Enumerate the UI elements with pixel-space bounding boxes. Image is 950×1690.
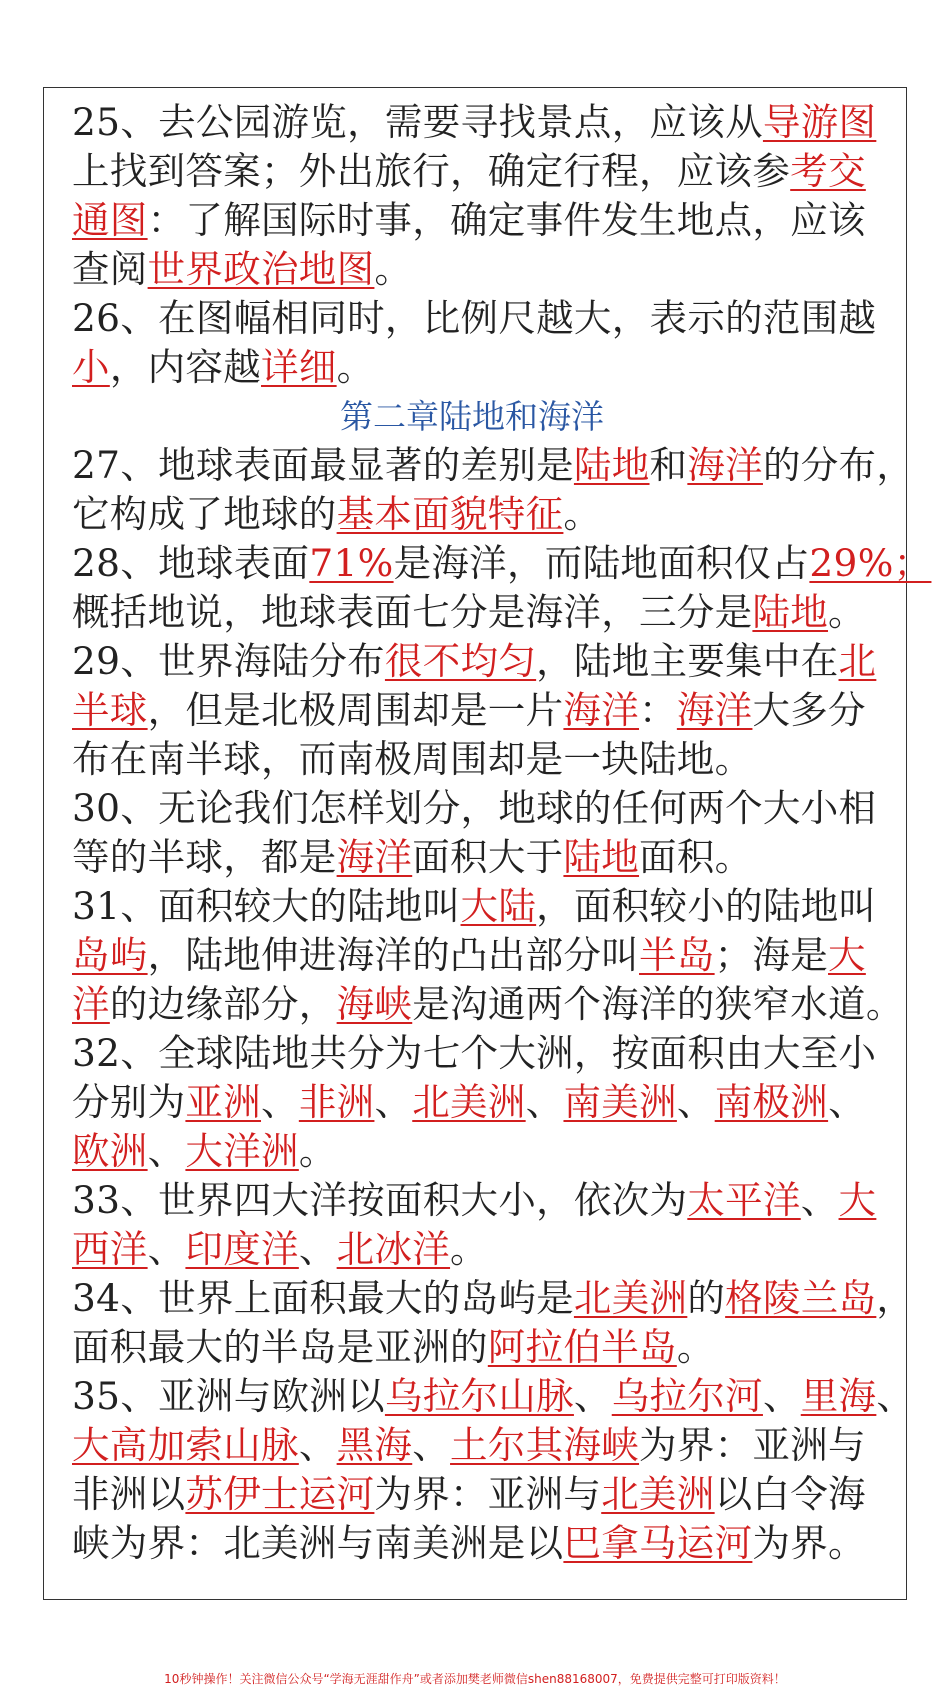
text-line [72, 1274, 915, 1323]
key-term: 海洋 [676, 688, 753, 732]
line-text: 查阅 [72, 247, 148, 291]
line-text: 、 [828, 1080, 866, 1124]
text-line [72, 588, 872, 637]
text-line [72, 147, 872, 196]
text-line [72, 490, 872, 539]
text-line [72, 637, 877, 686]
key-term: 南美洲 [563, 1080, 677, 1124]
line-text: 为界：亚洲与 [639, 1423, 866, 1467]
line-text: 27、地球表面最显著的差别是 [72, 443, 574, 487]
text-line [72, 441, 915, 490]
line-text: 、 [261, 1080, 299, 1124]
line-text: 的 [687, 1276, 726, 1320]
line-text: 、 [147, 1129, 186, 1173]
line-text: 面积最大的半岛是亚洲的 [72, 1325, 488, 1369]
key-term: 小 [72, 345, 110, 389]
text-line [72, 1078, 872, 1127]
key-term: 北冰洋 [336, 1227, 451, 1271]
line-text: ，内容越 [109, 345, 262, 389]
key-term: 半岛 [639, 933, 715, 977]
key-term: 大 [838, 1178, 877, 1222]
line-text: ，面积较小的陆地叫 [536, 884, 877, 928]
line-text: 。 [298, 1129, 337, 1173]
line-text: 、 [374, 1080, 413, 1124]
key-term: 欧洲 [72, 1129, 148, 1173]
text-line [72, 833, 872, 882]
line-text: 。 [374, 247, 413, 291]
text-line [72, 1127, 872, 1176]
line-text: 34、世界上面积最大的岛屿是 [72, 1276, 574, 1320]
line-text: 面积大于 [412, 835, 564, 879]
key-term: 大陆 [460, 884, 537, 928]
line-text: 和 [649, 443, 688, 487]
line-text: 31、面积较大的陆地叫 [72, 884, 461, 928]
line-text: 等的半球，都是 [72, 835, 337, 879]
key-term: 阿拉伯半岛 [487, 1325, 677, 1369]
line-text: 35、亚洲与欧洲以 [72, 1374, 385, 1418]
text-line [72, 196, 872, 245]
line-text: 布在南半球，而南极周围却是一块陆地。 [72, 737, 753, 781]
key-term: 陆地 [563, 835, 640, 879]
key-term: 大 [828, 933, 866, 977]
line-text: 30、无论我们怎样划分，地球的任何两个大小相 [72, 786, 877, 830]
key-term: 格陵兰岛 [725, 1276, 877, 1320]
text-line [72, 931, 872, 980]
line-text: 是沟通两个海洋的狭窄水道。 [412, 982, 904, 1026]
line-text: ：了解国际时事，确定事件发生地点，应该 [147, 198, 866, 242]
text-line [72, 882, 877, 931]
line-text: ， [876, 1276, 915, 1320]
line-text: 、 [147, 1227, 186, 1271]
line-text: 、 [676, 1080, 715, 1124]
text-line [72, 294, 877, 343]
chapter-title: 第二章陆地和海洋 [340, 397, 604, 436]
key-term: 土尔其海峡 [450, 1423, 640, 1467]
text-line [72, 735, 872, 784]
line-text: 32、全球陆地共分为七个大洲，按面积由大至小 [72, 1031, 877, 1075]
key-term: 印度洋 [185, 1227, 299, 1271]
key-term: 洋 [72, 982, 110, 1026]
key-term: 西洋 [72, 1227, 148, 1271]
key-term: 基本面貌特征 [336, 492, 564, 536]
line-text: 。 [336, 345, 375, 389]
line-text: ，但是北极周围却是一片 [147, 688, 564, 732]
text-line [72, 343, 872, 392]
line-text: 、 [762, 1374, 801, 1418]
key-term: 苏伊士运河 [185, 1472, 375, 1516]
key-term: 里海 [800, 1374, 877, 1418]
key-term: 海洋 [336, 835, 413, 879]
key-term: 北美洲 [601, 1472, 715, 1516]
key-term: 详细 [261, 345, 337, 389]
line-text: 以白令海 [714, 1472, 866, 1516]
line-text: 分别为 [72, 1080, 186, 1124]
line-text: 大多分 [752, 688, 866, 732]
line-text: 非洲以 [72, 1472, 186, 1516]
line-text: 、 [298, 1227, 337, 1271]
line-text: 。 [563, 492, 602, 536]
line-text: 。 [676, 1325, 715, 1369]
line-text: ；海是 [714, 933, 829, 977]
key-term: 太平洋 [687, 1178, 801, 1222]
key-term: 北美洲 [573, 1276, 688, 1320]
line-text: 上找到答案；外出旅行，确定行程，应该参 [72, 149, 791, 193]
key-term: 很不均匀 [384, 639, 537, 683]
document-body [72, 98, 932, 1568]
key-term: 导游图 [762, 100, 877, 144]
text-line [72, 1519, 872, 1568]
key-term: 71% [309, 541, 394, 585]
line-text: 为界：亚洲与 [374, 1472, 602, 1516]
text-line [72, 245, 872, 294]
line-text: 29、世界海陆分布 [72, 639, 385, 683]
line-text: 概括地说，地球表面七分是海洋，三分是 [72, 590, 753, 634]
line-text: 。 [450, 1227, 488, 1271]
line-text: 它构成了地球的 [72, 492, 337, 536]
line-text: 25、去公园游览，需要寻找景点，应该从 [72, 100, 763, 144]
key-term: 乌拉尔河 [611, 1374, 763, 1418]
key-term: 北美洲 [412, 1080, 526, 1124]
key-term: 半球 [72, 688, 148, 732]
key-term: 大高加索山脉 [72, 1423, 299, 1467]
text-line [72, 1029, 877, 1078]
text-line [72, 1323, 872, 1372]
line-text: 。 [828, 590, 866, 634]
line-text: 、 [800, 1178, 839, 1222]
footer-note: 10秒钟操作！关注微信公众号“学海无涯甜作舟”或者添加樊老师微信shen88168007，免费提供完整可打印版资料！ [164, 1672, 786, 1686]
line-text: 28、地球表面 [72, 541, 310, 585]
line-text: 、 [298, 1423, 337, 1467]
line-text: ，陆地伸进海洋的凸出部分叫 [147, 933, 640, 977]
key-term: 亚洲 [185, 1080, 262, 1124]
line-text: 、 [412, 1423, 451, 1467]
line-text: 面积。 [639, 835, 753, 879]
key-term: 海洋 [687, 443, 763, 487]
text-line [72, 1372, 915, 1421]
line-text: 、 [525, 1080, 564, 1124]
key-term: 陆地 [573, 443, 650, 487]
text-line [72, 686, 872, 735]
key-term: 29%； [809, 541, 932, 585]
text-line [72, 1470, 872, 1519]
key-term: 大洋洲 [185, 1129, 299, 1173]
line-text: 26、在图幅相同时，比例尺越大，表示的范围越 [72, 296, 877, 340]
line-text: 为界。 [752, 1521, 866, 1565]
line-text: 的分布， [762, 443, 915, 487]
key-term: 巴拿马运河 [563, 1521, 753, 1565]
key-term: 世界政治地图 [147, 247, 375, 291]
key-term: 岛屿 [72, 933, 148, 977]
key-term: 黑海 [336, 1423, 413, 1467]
key-term: 南极洲 [714, 1080, 829, 1124]
line-text: ，陆地主要集中在 [536, 639, 839, 683]
text-line [72, 1421, 872, 1470]
text-line [72, 1225, 872, 1274]
line-text: 、 [876, 1374, 915, 1418]
line-text: 的边缘部分， [109, 982, 337, 1026]
line-text: ： [639, 688, 677, 732]
key-term: 海洋 [563, 688, 640, 732]
text-line [72, 980, 904, 1029]
text-line [72, 1176, 877, 1225]
key-term: 北 [838, 639, 877, 683]
text-line [72, 539, 932, 588]
key-term: 通图 [72, 198, 148, 242]
key-term: 乌拉尔山脉 [384, 1374, 574, 1418]
line-text: 、 [573, 1374, 612, 1418]
line-text: 是海洋，而陆地面积仅占 [393, 541, 810, 585]
line-text: 峡为界：北美洲与南美洲是以 [72, 1521, 564, 1565]
key-term: 非洲 [298, 1080, 375, 1124]
text-line [72, 98, 877, 147]
key-term: 考交 [790, 149, 866, 193]
key-term: 海峡 [336, 982, 413, 1026]
line-text: 33、世界四大洋按面积大小，依次为 [72, 1178, 688, 1222]
key-term: 陆地 [752, 590, 829, 634]
text-line [72, 784, 877, 833]
